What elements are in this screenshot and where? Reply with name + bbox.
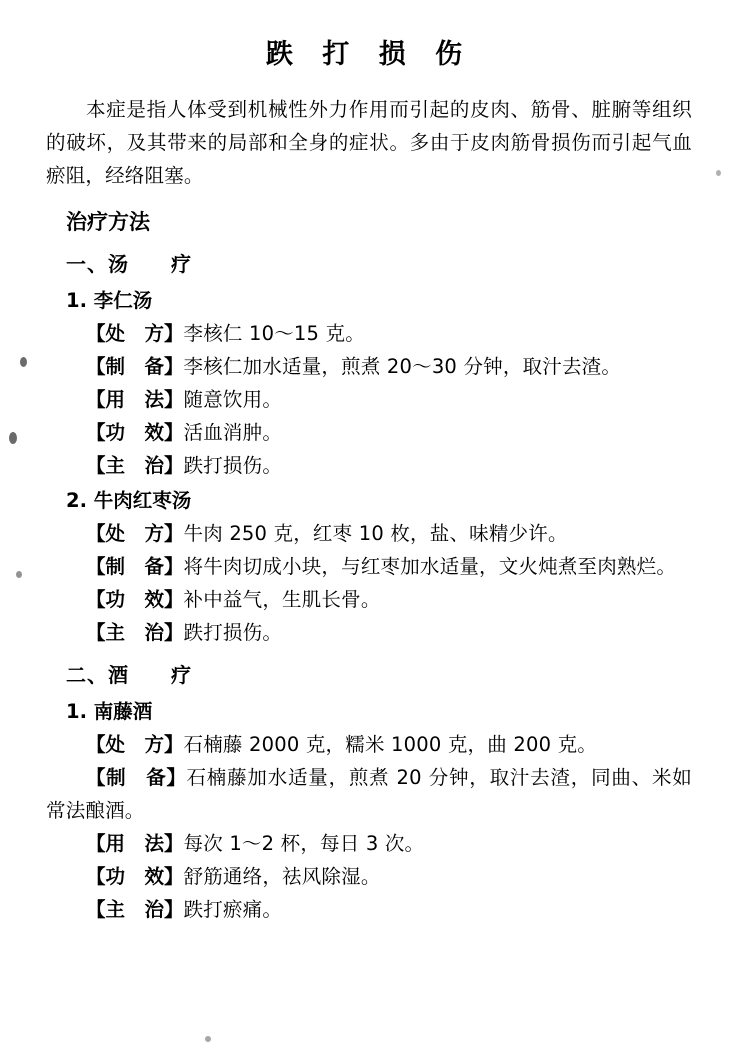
entry-tag: 【主 治】: [86, 454, 184, 477]
item-name-2-1: 1. 南藤酒: [66, 700, 153, 723]
entry-tag: 【制 备】: [86, 355, 184, 378]
treatment-heading: 治疗方法: [66, 210, 150, 234]
entry-tag: 【功 效】: [86, 865, 184, 888]
entry-row: [46, 550, 692, 583]
intro-paragraph: 本症是指人体受到机械性外力作用而引起的皮肉、筋骨、脏腑等组织的破坏，及其带来的局部和全身的症状。多由于皮肉筋骨损伤而引起气血瘀阻，经络阻塞。: [46, 98, 692, 187]
entry-tag: 【处 方】: [86, 733, 184, 756]
entry-text: 补中益气，生肌长骨。: [183, 588, 381, 611]
ink-smudge-icon: [16, 571, 22, 578]
entry-text: 牛肉 250 克，红枣 10 枚，盐、味精少许。: [183, 522, 568, 545]
ink-smudge-icon: [9, 432, 17, 444]
entry-tag: 【功 效】: [86, 588, 184, 611]
ink-smudge-icon: [20, 357, 27, 367]
entry-text: 李核仁 10～15 克。: [183, 322, 365, 345]
entry-row: [46, 616, 692, 649]
entry-tag: 【用 法】: [86, 832, 184, 855]
entry-tag: 【制 备】: [86, 555, 184, 578]
section-heading-1: 一、汤 疗: [66, 252, 192, 276]
entry-row: [46, 893, 692, 926]
entry-row: [46, 827, 692, 860]
entry-text: 舒筋通络，祛风除湿。: [183, 865, 381, 888]
entry-tag: 【主 治】: [86, 621, 184, 644]
entry-text: 李核仁加水适量，煎煮 20～30 分钟，取汁去渣。: [183, 355, 622, 378]
entry-tag: 【处 方】: [86, 522, 184, 545]
entry-text: 跌打损伤。: [183, 621, 283, 644]
entry-tag: 【功 效】: [86, 421, 184, 444]
entry-text: 跌打损伤。: [183, 454, 283, 477]
ink-smudge-icon: [716, 170, 721, 176]
entry-row: [46, 449, 692, 482]
entry-text: 每次 1～2 杯，每日 3 次。: [183, 832, 425, 855]
entry-row: [46, 761, 692, 827]
entry-text: 随意饮用。: [183, 388, 283, 411]
entry-row: [46, 383, 692, 416]
entry-row: [46, 350, 692, 383]
ink-smudge-icon: [205, 1036, 211, 1042]
entry-text: 跌打瘀痛。: [183, 898, 283, 921]
entry-tag: 【用 法】: [86, 388, 184, 411]
entry-row: [46, 860, 692, 893]
entry-row: [46, 517, 692, 550]
item-name-1-1: 1. 李仁汤: [66, 289, 153, 312]
section-heading-2: 二、酒 疗: [66, 663, 192, 687]
entry-tag: 【制 备】: [86, 766, 187, 789]
entry-tag: 【主 治】: [86, 898, 184, 921]
item-name-1-2: 2. 牛肉红枣汤: [66, 489, 192, 512]
entry-tag: 【处 方】: [86, 322, 184, 345]
entry-row: [46, 416, 692, 449]
entry-text: 将牛肉切成小块，与红枣加水适量，文火炖煮至肉熟烂。: [183, 555, 677, 578]
entry-row: [46, 583, 692, 616]
entry-text: 活血消肿。: [183, 421, 283, 444]
page-title: 跌 打 损 伤: [265, 39, 473, 70]
entry-text: 石楠藤加水适量，煎煮 20 分钟，取汁去渣，同曲、米如常法酿酒。: [46, 766, 692, 822]
entry-row: [46, 317, 692, 350]
entry-row: [46, 728, 692, 761]
entry-text: 石楠藤 2000 克，糯米 1000 克，曲 200 克。: [183, 733, 597, 756]
